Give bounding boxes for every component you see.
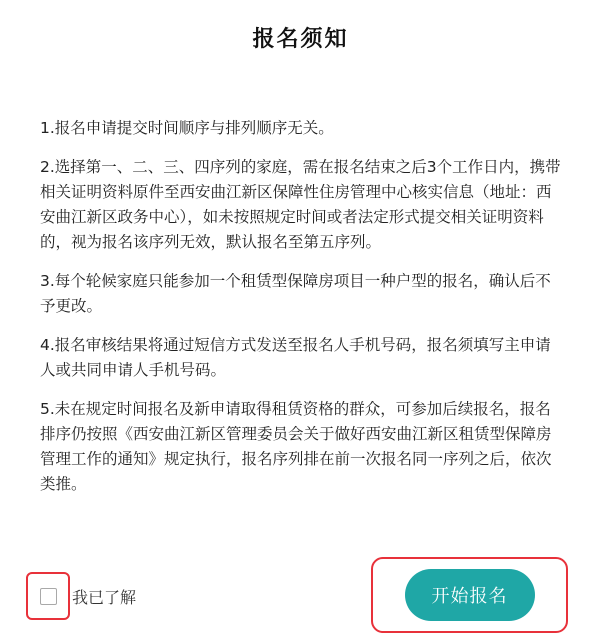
page-title: 报名须知 (252, 27, 349, 52)
agree-checkbox[interactable] (40, 588, 57, 605)
start-signup-button[interactable]: 开始报名 (405, 569, 535, 621)
notice-item-4: 4.报名审核结果将通过短信方式发送至报名人手机号码，报名须填写主申请人或共同申请人手机号码。 (40, 336, 551, 379)
agree-label[interactable]: 我已了解 (72, 587, 137, 607)
agree-checkbox-highlight[interactable] (26, 572, 70, 620)
notice-item-1: 1.报名申请提交时间顺序与排列顺序无关。 (40, 119, 334, 137)
start-button-highlight (371, 557, 568, 633)
notice-item-3: 3.每个轮候家庭只能参加一个租赁型保障房项目一种户型的报名，确认后不予更改。 (40, 272, 551, 315)
agree-row (26, 572, 136, 620)
notice-body (40, 116, 562, 511)
notice-item-2: 2.选择第一、二、三、四序列的家庭，需在报名结束之后3个工作日内，携带相关证明资料原件至西安曲江新区保障性住房管理中心核实信息（地址：西安曲江新区政务中心），如未按照规定时间或者法定形式提交相关证明资料的，视为报名该序列无效，默认报名至第五序列。 (40, 158, 561, 251)
notice-item-5: 5.未在规定时间报名及新申请取得租赁资格的群众，可参加后续报名，报名排序仍按照《西安曲江新区管理委员会关于做好西安曲江新区租赁型保障房管理工作的通知》规定执行，报名序列排在前一次报名同一序列之后，依次类推。 (40, 400, 552, 493)
